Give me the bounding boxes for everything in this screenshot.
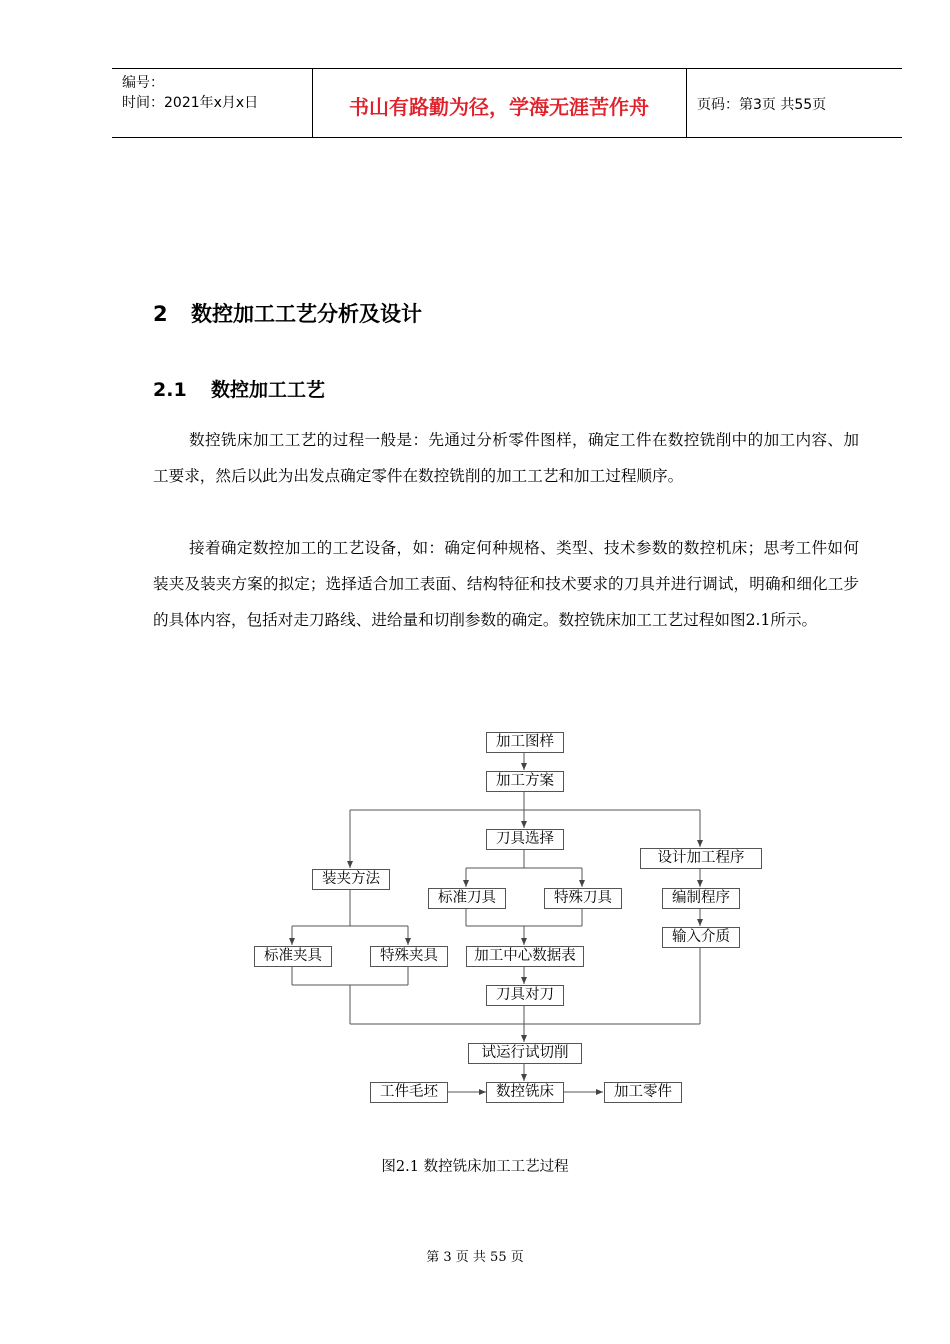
node-std-fixture: 标准夹具 <box>254 946 332 967</box>
header-left-cell <box>112 69 313 137</box>
header-middle-cell <box>312 69 687 137</box>
header-right-cell <box>687 69 902 137</box>
subsection-number: 2.1 <box>153 379 187 401</box>
node-drawing: 加工图样 <box>486 732 564 753</box>
node-tool-select: 刀具选择 <box>486 829 564 850</box>
node-input-media: 输入介质 <box>662 927 740 948</box>
serial-label: 编号： <box>122 75 164 91</box>
node-tool-setting: 刀具对刀 <box>486 985 564 1006</box>
paragraph-1: 数控铣床加工工艺的过程一般是：先通过分析零件图样，确定工件在数控铣削中的加工内容、加工要求，然后以此为出发点确定零件在数控铣削的加工工艺和加工过程顺序。 <box>153 431 859 485</box>
node-part: 加工零件 <box>604 1082 682 1103</box>
node-special-fixture: 特殊夹具 <box>370 946 448 967</box>
node-trial-run: 试运行试切削 <box>468 1043 582 1064</box>
node-std-tool: 标准刀具 <box>428 888 506 909</box>
node-design-program: 设计加工程序 <box>640 848 762 869</box>
page-header <box>112 68 902 138</box>
node-plan: 加工方案 <box>486 771 564 792</box>
node-edit-program: 编制程序 <box>662 888 740 909</box>
header-motto: 书山有路勤为径，学海无涯苦作舟 <box>349 95 649 119</box>
paragraph-2: 接着确定数控加工的工艺设备，如：确定何种规格、类型、技术参数的数控机床；思考工件如何装夹及装夹方案的拟定；选择适合加工表面、结构特征和技术要求的刀具并进行调试，明确和细化工步的具体内容，包括对走刀路线、进给量和切削参数的确定。数控铣床加工工艺过程如图2.1所示。 <box>153 539 859 629</box>
subsection-title: 数控加工工艺 <box>211 379 326 401</box>
section-title: 数控加工工艺分析及设计 <box>191 302 422 326</box>
node-clamp-method: 装夹方法 <box>312 869 390 890</box>
section-number: 2 <box>153 302 168 326</box>
date-line: 时间：2021年x月x日 <box>122 95 259 111</box>
subsection-heading <box>153 375 325 402</box>
figure-caption: 图2.1 数控铣床加工工艺过程 <box>381 1159 569 1175</box>
node-special-tool: 特殊刀具 <box>544 888 622 909</box>
node-data-table: 加工中心数据表 <box>466 946 584 967</box>
header-page-info: 页码：第3页 共55页 <box>697 97 827 113</box>
page-footer: 第 3 页 共 55 页 <box>426 1250 524 1265</box>
node-machine: 数控铣床 <box>486 1082 564 1103</box>
section-heading <box>153 298 422 328</box>
node-blank: 工件毛坯 <box>370 1082 448 1103</box>
